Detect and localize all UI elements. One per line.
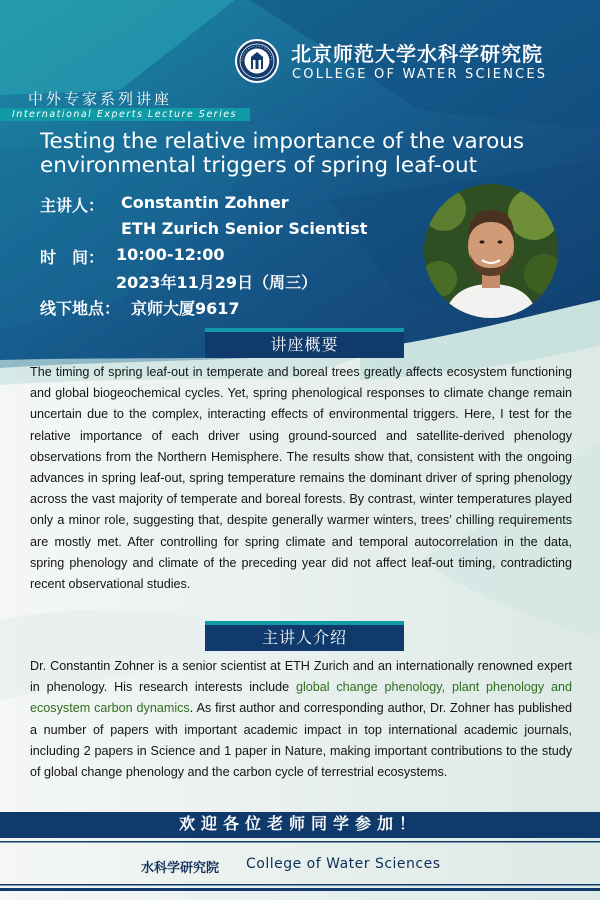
abstract-heading: 讲座概要 (205, 332, 404, 358)
abstract-heading-bar (205, 328, 404, 358)
series-title-en: International Experts Lecture Series (12, 109, 238, 120)
footer-org-en: College of Water Sciences (246, 856, 441, 872)
university-seal-icon (234, 38, 280, 84)
footer-org-cn: 水科学研究院 (141, 861, 220, 876)
location-value: 京师大厦9617 (131, 299, 240, 318)
time-label: 时 间： (40, 248, 105, 267)
location-label: 线下地点： (40, 299, 121, 318)
bio-heading-bar (205, 621, 404, 651)
talk-title: Testing the relative importance of the varous environmental triggers of spring leaf-out (40, 129, 525, 178)
speaker-affiliation: ETH Zurich Senior Scientist (121, 219, 368, 238)
welcome-text: 欢迎各位老师同学参加！ (178, 814, 421, 833)
speaker-label: 主讲人： (40, 196, 105, 215)
bio-text (30, 656, 572, 783)
bio-text-after: . As first author and corresponding author, Dr. Zohner has published a number of papers with important academic impact in top international academic journals, including 2 papers in Science and 1 paper in Nature, making important contributions to the study of global change phenology and the carbon cycle of terrestrial ecosystems. (30, 701, 572, 780)
date-value: 2023年11月29日（周三） (116, 273, 318, 292)
bio-heading: 主讲人介绍 (205, 625, 404, 651)
abstract-text: The timing of spring leaf-out in temperate and boreal trees greatly affects ecosystem functioning and global biogeochemical cycles. Yet, spring phenological responses to climate change remain uncertain due to the complex, interacting effects of environmental triggers. Here, I test for the relative importance of each driver using ground-sourced and satellite-derived phenology observations from the Northern Hemisphere. The results show that, consistent with the ongoing advances in spring leaf-out, spring temperature remains the dominant driver of spring phenology across the vast majority of temperate and boreal forests. By contrast, winter temperatures played only a minor role, suggesting that, despite generally warmer winters, trees’ chilling requirements are mostly met. After controlling for spring climate and temporal autocorrelation in the data, spring phenology and climate of the preceding year did not affect leaf-out timing, contradicting recent observational studies. (30, 365, 572, 592)
org-name-en: COLLEGE OF WATER SCIENCES (292, 67, 548, 82)
org-name-cn: 北京师范大学水科学研究院 (291, 42, 543, 66)
bio-research-highlight: global change phenology, plant phenology and ecosystem carbon dynamics (30, 680, 572, 716)
bio-text-before: Dr. Constantin Zohner is a senior scientist at ETH Zurich and an internationally renowned expert in phenology. His research interests include (30, 659, 572, 695)
speaker-name: Constantin Zohner (121, 193, 289, 212)
series-title-cn: 中外专家系列讲座 (28, 90, 173, 108)
time-value: 10:00-12:00 (116, 245, 225, 264)
speaker-photo (424, 184, 558, 318)
